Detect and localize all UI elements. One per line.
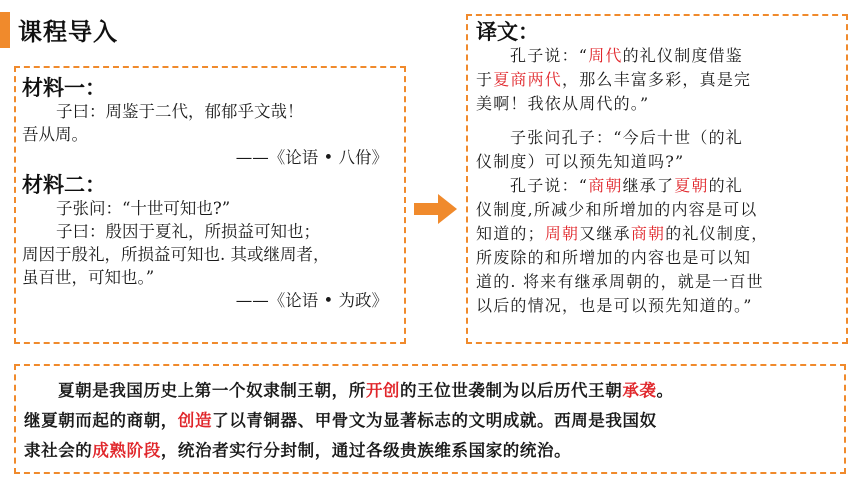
summary-line: 隶社会的成熟阶段，统治者实行分封制，通过各级贵族维系国家的统治。 [24, 441, 572, 460]
material-1-line: 子曰：周鉴于二代，郁郁乎文哉！ [56, 102, 304, 121]
translation-line: 道的. 将来有继承周朝的，就是一百世 [476, 272, 764, 291]
translation-box [466, 14, 848, 344]
translation-line: 知道的；周朝又继承商朝的礼仪制度， [476, 224, 769, 243]
translation-line: 孔子说：“商朝继承了夏朝的礼 [510, 176, 744, 195]
translation-line: 仪制度）可以预先知道吗?” [476, 152, 685, 171]
summary-line: 夏朝是我国历史上第一个奴隶制王朝，所开创的王位世袭制为以后历代王朝承袭。 [58, 381, 674, 400]
material-2-heading: 材料二： [22, 173, 106, 197]
material-1-line: 吾从周。 [22, 125, 88, 144]
material-2-line: 周因于殷礼，所损益可知也. 其或继周者， [22, 245, 330, 264]
material-1-heading: 材料一： [22, 76, 106, 100]
material-2-source: ——《论语 • 为政》 [235, 291, 388, 310]
page-title: 课程导入 [18, 18, 118, 46]
material-2-line: 子张问：“十世可知也?” [56, 199, 231, 218]
translation-line: 仪制度,所减少和所增加的内容是可以 [476, 200, 758, 219]
translation-heading: 译文： [476, 20, 539, 44]
translation-line: 所废除的和所增加的内容也是可以知 [476, 248, 752, 267]
translation-line: 美啊！我依从周代的。” [476, 94, 650, 113]
arrow-right-icon [414, 191, 458, 227]
material-2-line: 子曰：殷因于夏礼，所损益可知也； [56, 222, 320, 241]
materials-box [14, 66, 406, 344]
summary-line: 继夏朝而起的商朝，创造了以青铜器、甲骨文为显著标志的文明成就。西周是我国奴 [24, 411, 657, 430]
translation-line: 以后的情况，也是可以预先知道的。” [476, 296, 753, 315]
translation-line: 于夏商两代，那么丰富多彩，真是完 [476, 70, 752, 89]
translation-line: 子张问孔子：“今后十世（的礼 [510, 128, 743, 147]
translation-line: 孔子说：“周代的礼仪制度借鉴 [510, 46, 743, 65]
material-1-source: ——《论语 • 八佾》 [235, 148, 388, 167]
summary-box [14, 364, 846, 474]
title-accent-bar [0, 12, 10, 48]
material-2-line: 虽百世，可知也。” [22, 268, 155, 287]
